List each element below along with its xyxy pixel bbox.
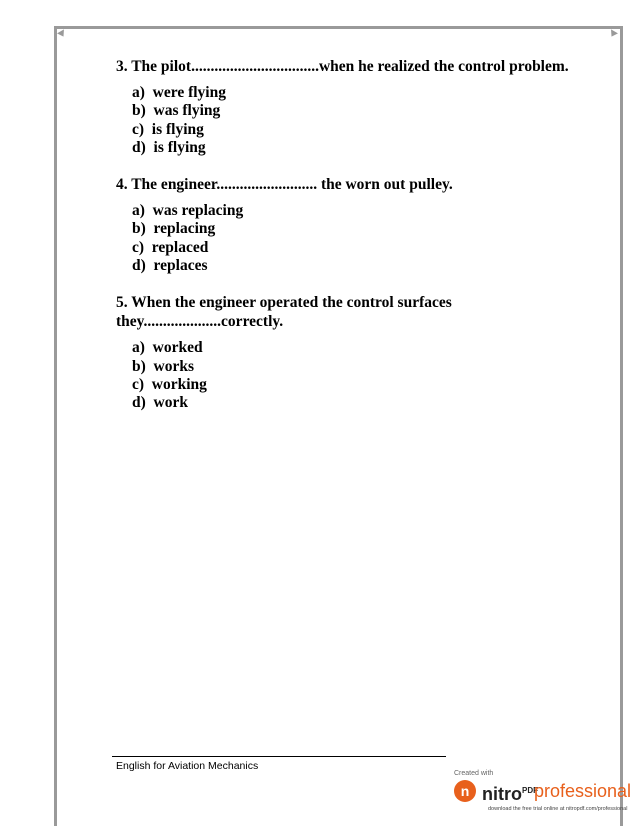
nitro-product: professional: [534, 781, 632, 801]
option-c: c) replaced: [132, 238, 209, 256]
question-4: [116, 175, 576, 275]
brand-name: nitro: [482, 784, 522, 804]
options-list: [132, 339, 576, 412]
option-a: a) were flying: [132, 84, 226, 101]
nitro-logo-icon: n: [454, 780, 476, 802]
nitro-brand: [482, 780, 538, 805]
option-d: d) replaces: [132, 257, 208, 275]
option-a: a) was replacing: [132, 202, 244, 220]
footer-text: English for Aviation Mechanics: [116, 760, 259, 772]
option-d: d) work: [132, 394, 188, 412]
page-border-right: [620, 26, 623, 826]
corner-mark-left: [57, 29, 67, 38]
option-c: c) working: [132, 375, 207, 393]
footer-divider: [112, 756, 446, 757]
option-a: a) worked: [132, 339, 203, 357]
question-3: [116, 57, 576, 157]
option-b: b) works: [132, 357, 195, 375]
corner-mark-right: [608, 29, 618, 38]
page-border-left: [54, 26, 57, 826]
question-text: 5. When the engineer operated the control surfaces they....................correctly.: [116, 294, 452, 331]
page-border-top: [54, 26, 623, 29]
trial-text: download the free trial online at nitropdf.com/professional: [488, 806, 628, 812]
created-with-label: Created with: [454, 770, 494, 777]
question-text: 3. The pilot.................................when he realized the control problem.: [116, 58, 569, 75]
quiz-content: [116, 57, 576, 431]
option-c: c) is flying: [132, 120, 204, 138]
question-text: 4. The engineer.......................... the worn out pulley.: [116, 176, 453, 194]
brand-sup: PDF: [522, 786, 538, 795]
option-b: b) was flying: [132, 102, 221, 120]
option-d: d) is flying: [132, 138, 206, 156]
option-b: b) replacing: [132, 220, 216, 238]
options-list: [132, 202, 576, 275]
nitro-watermark: [452, 770, 632, 820]
question-5: [116, 293, 576, 412]
options-list: [132, 84, 576, 157]
